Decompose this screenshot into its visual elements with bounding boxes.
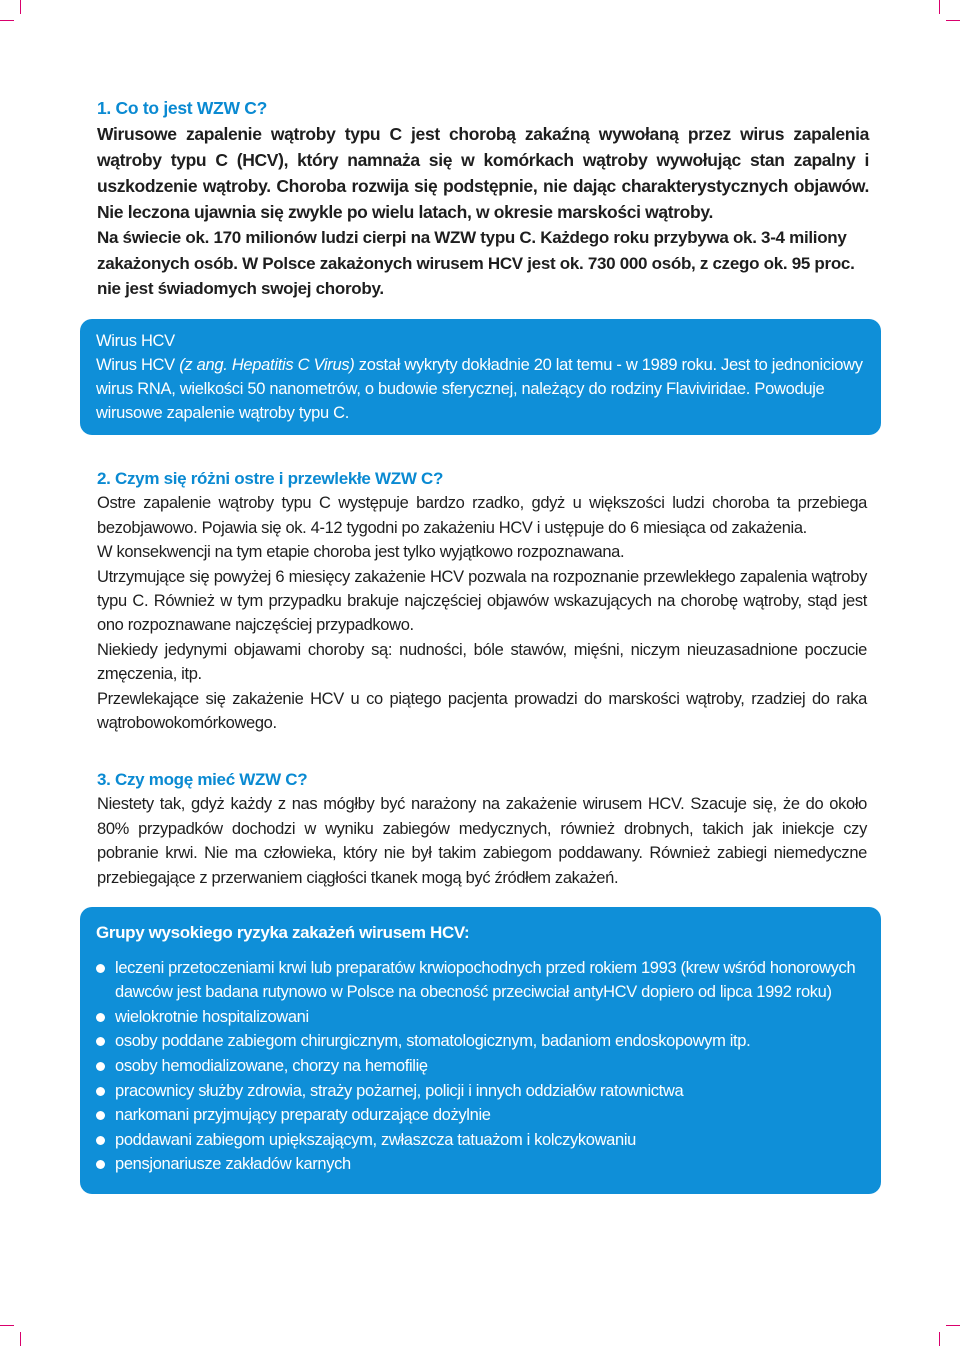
- list-item-text: poddawani zabiegom upiększającym, zwłaszcza tatuażom i kolczykowaniu: [115, 1130, 636, 1149]
- bullet-icon: [96, 1136, 105, 1145]
- crop-mark: [0, 20, 14, 21]
- list-item: [96, 1152, 865, 1177]
- box-italic: (z ang. Hepatitis C Virus): [179, 356, 355, 374]
- crop-mark: [0, 1325, 14, 1326]
- section-stats: Na świecie ok. 170 milionów ludzi cierpi na WZW typu C. Każdego roku przybywa ok. 3-4 miliony zakażonych osób. W Polsce zakażonych wirusem HCV jest ok. 730 000 osób, z czego ok. 95 proc. nie jest świadomych swojej choroby.: [97, 228, 855, 298]
- bullet-icon: [96, 1062, 105, 1071]
- risk-list: [96, 956, 865, 1177]
- box-title: Grupy wysokiego ryzyka zakażeń wirusem HCV:: [96, 923, 470, 942]
- bullet-icon: [96, 1013, 105, 1022]
- list-item-text: osoby poddane zabiegom chirurgicznym, stomatologicznym, badaniom endoskopowym itp.: [115, 1032, 751, 1051]
- bullet-icon: [96, 1087, 105, 1096]
- crop-mark: [20, 0, 21, 14]
- list-item: [96, 1005, 865, 1030]
- section-can-i-have: [97, 768, 867, 890]
- list-item-text: wielokrotnie hospitalizowani: [115, 1007, 309, 1026]
- crop-mark: [939, 0, 940, 14]
- list-item: [96, 1128, 865, 1153]
- section-what-is-hcv: [97, 96, 869, 302]
- list-item: [96, 1029, 865, 1054]
- virus-info-box: [80, 319, 881, 435]
- section-title: 2. Czym się różni ostre i przewlekłe WZW C?: [97, 469, 444, 488]
- paragraph: Przewlekające się zakażenie HCV u co piątego pacjenta prowadzi do marskości wątroby, rzadziej do raka wątrobowokomórkowego.: [97, 689, 867, 733]
- section-acute-vs-chronic: [97, 467, 867, 735]
- box-title: Wirus HCV: [96, 332, 175, 350]
- crop-mark: [946, 1325, 960, 1326]
- section-title: 1. Co to jest WZW C?: [97, 98, 267, 118]
- list-item-text: osoby hemodializowane, chorzy na hemofilię: [115, 1056, 428, 1075]
- list-item: [96, 1079, 865, 1104]
- risk-groups-box: [80, 907, 881, 1194]
- paragraph: W konsekwencji na tym etapie choroba jest tylko wyjątkowo rozpoznawana.: [97, 543, 625, 562]
- bullet-icon: [96, 964, 105, 973]
- crop-mark: [939, 1332, 940, 1346]
- list-item: [96, 1103, 865, 1128]
- paragraph: Ostre zapalenie wątroby typu C występuje bardzo rzadko, gdyż u większości ludzi choroba ta przebiega bezobjawowo. Pojawia się ok. 4-12 tygodni po zakażeniu HCV i ustępuje do 6 miesiąca od zakażenia.: [97, 494, 867, 537]
- list-item: [96, 956, 865, 1005]
- section-title: 3. Czy mogę mieć WZW C?: [97, 770, 308, 789]
- section-intro: Wirusowe zapalenie wątroby typu C jest chorobą zakaźną wywołaną przez wirus zapalenia wątroby typu C (HCV), który namnaża się w komórkach wątroby wywołując stan zapalny i uszkodzenie wątroby. Choroba rozwija się podstępnie, nie dając charakterystycznych objawów. Nie leczona ujawnia się zwykle po wielu latach, w okresie marskości wątroby.: [97, 124, 869, 222]
- bullet-icon: [96, 1160, 105, 1169]
- crop-mark: [946, 20, 960, 21]
- list-item-text: pensjonariusze zakładów karnych: [115, 1155, 351, 1174]
- paragraph: Niestety tak, gdyż każdy z nas mógłby być narażony na zakażenie wirusem HCV. Szacuje się, że do około 80% przypadków dochodzi w wyniku zabiegów medycznych, również drobnych, takich jak iniekcje czy pobranie krwi. Nie ma człowieka, który nie był takim zabiegom poddawany. Również zabiegi niemedyczne przebiegające z przerwaniem ciągłości tkanek mogą być źródłem zakażeń.: [97, 795, 867, 887]
- crop-mark: [20, 1332, 21, 1346]
- list-item-text: narkomani przyjmujący preparaty odurzające dożylnie: [115, 1106, 491, 1125]
- list-item-text: leczeni przetoczeniami krwi lub preparatów krwiopochodnych przed rokiem 1993 (krew wśród honorowych dawców jest badana rutynowo w Polsce na obecność przeciwciał antyHCV dopiero od lipca 1992 roku): [115, 958, 856, 1002]
- list-item: [96, 1054, 865, 1079]
- box-text: został wykryty dokładnie 20 lat temu - w 1989 roku. Jest to jednoniciowy wirus RNA, wielkości 50 nanometrów, o budowie sferycznej, należący do rodziny Flaviviridae. Powoduje wirusowe zapalenie wątroby typu C.: [96, 356, 863, 422]
- box-lead: Wirus HCV: [96, 356, 175, 374]
- paragraph: Niekiedy jedynymi objawami choroby są: nudności, bóle stawów, mięśni, niczym nieuzasadnione poczucie zmęczenia, itp.: [97, 640, 867, 684]
- bullet-icon: [96, 1037, 105, 1046]
- bullet-icon: [96, 1111, 105, 1120]
- list-item-text: pracownicy służby zdrowia, straży pożarnej, policji i innych oddziałów ratownictwa: [115, 1081, 684, 1100]
- paragraph: Utrzymujące się powyżej 6 miesięcy zakażenie HCV pozwala na rozpoznanie przewlekłego zapalenia wątroby typu C. Również w tym przypadku brakuje najczęściej objawów wskazujących na chorobę wątroby, stąd jest ono rozpoznawane najczęściej przypadkowo.: [97, 567, 867, 635]
